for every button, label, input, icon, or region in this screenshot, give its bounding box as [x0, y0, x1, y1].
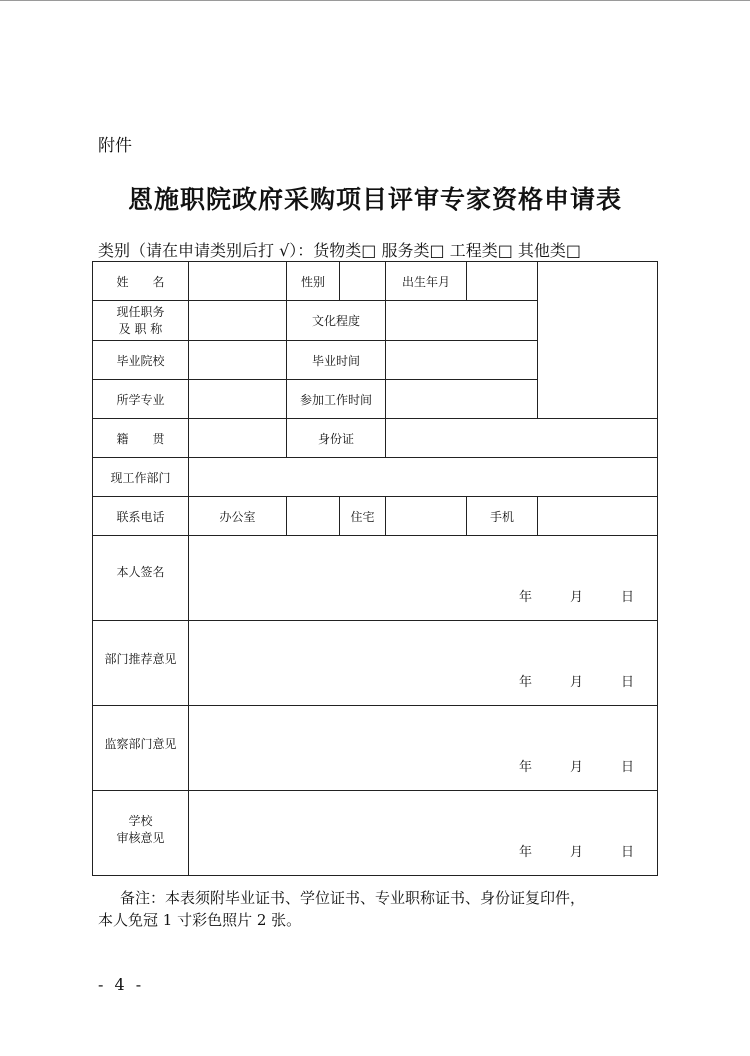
home-phone-label: 住宅: [340, 497, 386, 536]
date-day: 日: [620, 590, 634, 605]
supervision-label-cell: [93, 706, 189, 791]
signature-field[interactable]: [189, 536, 658, 621]
school-review-field[interactable]: [189, 791, 658, 876]
form-title: 恩施职院政府采购项目评审专家资格申请表: [127, 185, 622, 214]
office-phone-label: 办公室: [189, 497, 287, 536]
birth-label: 出生年月: [386, 262, 467, 301]
id-card-field[interactable]: [386, 419, 658, 458]
education-field[interactable]: [386, 301, 538, 341]
birth-field[interactable]: [467, 262, 538, 301]
school-review-label-line2: 审核意见: [116, 831, 165, 845]
gender-label: 性别: [287, 262, 340, 301]
name-field[interactable]: [189, 262, 287, 301]
date-year: 年: [519, 760, 533, 775]
home-phone-field[interactable]: [386, 497, 467, 536]
position-label-line2: 及 职 称: [118, 321, 163, 336]
attachment-label: 附件: [98, 136, 132, 156]
position-label-line1: 现任职务: [116, 304, 165, 319]
dept-opinion-date: [519, 671, 634, 690]
date-month: 月: [569, 845, 583, 860]
supervision-opinion-label: 监察部门意见: [104, 737, 177, 751]
native-place-label: 籍 贯: [93, 419, 189, 458]
form-row-dept: [93, 458, 658, 497]
date-day: 日: [620, 845, 634, 860]
supervision-date: [519, 756, 634, 775]
education-label: 文化程度: [287, 301, 386, 341]
grad-time-field[interactable]: [386, 341, 538, 380]
dept-opinion-field[interactable]: [189, 621, 658, 706]
footnote: [98, 887, 663, 931]
dept-opinion-label-cell: [93, 621, 189, 706]
position-field[interactable]: [189, 301, 287, 341]
grad-time-label: 毕业时间: [287, 341, 386, 380]
school-label: 毕业院校: [93, 341, 189, 380]
category-selection-line: 类别（请在申请类别后打 √）：货物类□ 服务类□ 工程类□ 其他类□: [98, 241, 582, 260]
date-month: 月: [569, 590, 583, 605]
photo-cell[interactable]: [538, 262, 658, 419]
supervision-opinion-field[interactable]: [189, 706, 658, 791]
office-phone-field[interactable]: [287, 497, 340, 536]
signature-label-cell: [93, 536, 189, 621]
school-review-label: [93, 813, 188, 847]
major-label: 所学专业: [93, 380, 189, 419]
work-start-field[interactable]: [386, 380, 538, 419]
work-start-label: 参加工作时间: [287, 380, 386, 419]
mobile-field[interactable]: [538, 497, 658, 536]
signature-date: [519, 586, 634, 605]
date-year: 年: [519, 845, 533, 860]
name-label: 姓 名: [93, 262, 189, 301]
date-month: 月: [569, 675, 583, 690]
footnote-line1: 备注：本表须附毕业证书、学位证书、专业职称证书、身份证复印件，: [120, 889, 586, 907]
mobile-label: 手机: [467, 497, 538, 536]
form-row-name: [93, 262, 658, 301]
department-field[interactable]: [189, 458, 658, 497]
date-year: 年: [519, 590, 533, 605]
dept-opinion-label: 部门推荐意见: [104, 652, 177, 666]
school-field[interactable]: [189, 341, 287, 380]
top-edge-line: [0, 0, 750, 1]
date-year: 年: [519, 675, 533, 690]
school-review-label-line1: 学校: [128, 814, 153, 828]
gender-field[interactable]: [340, 262, 386, 301]
signature-label: 本人签名: [116, 565, 165, 579]
phone-label: 联系电话: [93, 497, 189, 536]
form-row-school-review: [93, 791, 658, 876]
form-row-phone: [93, 497, 658, 536]
school-review-date: [519, 841, 634, 860]
date-day: 日: [620, 760, 634, 775]
form-row-dept-opinion: [93, 621, 658, 706]
department-label: 现工作部门: [93, 458, 189, 497]
major-field[interactable]: [189, 380, 287, 419]
position-label: [93, 301, 189, 341]
id-card-label: 身份证: [287, 419, 386, 458]
form-row-supervision: [93, 706, 658, 791]
footnote-line2: 本人免冠 1 寸彩色照片 2 张。: [98, 911, 302, 929]
form-row-native: [93, 419, 658, 458]
native-place-field[interactable]: [189, 419, 287, 458]
school-review-label-cell: [93, 791, 189, 876]
date-day: 日: [620, 675, 634, 690]
page-number: - 4 -: [98, 975, 145, 994]
date-month: 月: [569, 760, 583, 775]
application-form-table: [92, 261, 658, 876]
form-row-signature: [93, 536, 658, 621]
